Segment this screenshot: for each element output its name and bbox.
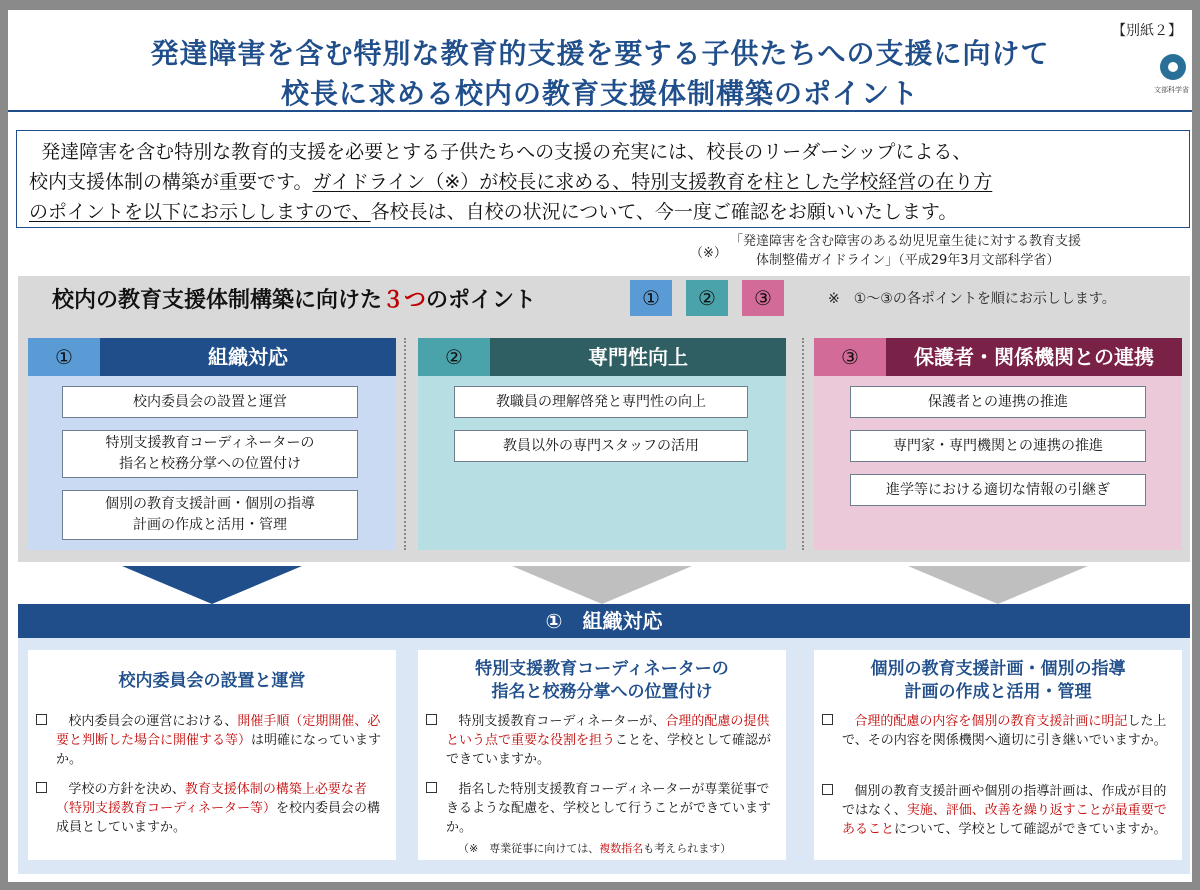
intro-line-2: 校内支援体制の構築が重要です。ガイドライン（※）が校長に求める、特別支援教育を柱とした学校経営の在り方 bbox=[29, 171, 993, 193]
point-label: 組織対応 bbox=[100, 338, 396, 376]
column-divider bbox=[802, 338, 804, 550]
checkbox-icon bbox=[426, 782, 437, 793]
checkbox-icon bbox=[36, 714, 47, 725]
checklist-item: 指名した特別支援教育コーディネーターが専業従事できるような配慮を、学校として行うことができていますか。 bbox=[426, 780, 780, 837]
detail-card bbox=[28, 650, 396, 860]
intro-box bbox=[16, 130, 1190, 228]
checkbox-icon bbox=[822, 714, 833, 725]
point-chip-2: ② bbox=[686, 280, 728, 316]
point-column-organization bbox=[28, 338, 396, 550]
point-item: 個別の教育支援計画・個別の指導 計画の作成と活用・管理 bbox=[62, 490, 358, 540]
detail-card bbox=[418, 650, 786, 860]
arrow-down-icon bbox=[122, 566, 302, 604]
intro-underlined-2: のポイントを以下にお示ししますので、 bbox=[29, 201, 371, 223]
checklist-item: 校内委員会の運営における、開催手順（定期開催、必要と判断した場合に開催する等）は明確になっていますか。 bbox=[36, 712, 390, 769]
point-chip-1: ① bbox=[630, 280, 672, 316]
point-column-expertise bbox=[418, 338, 786, 550]
intro-underlined-1: ガイドライン（※）が校長に求める、特別支援教育を柱とした学校経営の在り方 bbox=[312, 171, 993, 193]
point-number: ② bbox=[418, 338, 490, 376]
point-label: 保護者・関係機関との連携 bbox=[886, 338, 1182, 376]
checklist-item: 学校の方針を決め、教育支援体制の構築上必要な者（特別支援教育コーディネーター等）を校内委員会の構成員としていますか。 bbox=[36, 780, 390, 837]
point-number: ③ bbox=[814, 338, 886, 376]
checklist-item: 個別の教育支援計画や個別の指導計画は、作成が目的ではなく、実施、評価、改善を繰り返すことが最重要であることについて、学校として確認ができていますか。 bbox=[822, 782, 1176, 839]
three-points-note: ※ ①～③の各ポイントを順にお示しします。 bbox=[828, 291, 1116, 307]
point-item: 教員以外の専門スタッフの活用 bbox=[454, 430, 748, 462]
checklist-item: 特別支援教育コーディネーターが、合理的配慮の提供という点で重要な役割を担うことを、学校として確認ができていますか。 bbox=[426, 712, 780, 769]
point-item: 校内委員会の設置と運営 bbox=[62, 386, 358, 418]
point-chip-3: ③ bbox=[742, 280, 784, 316]
checkbox-icon bbox=[426, 714, 437, 725]
column-divider bbox=[404, 338, 406, 550]
three-points-title: 校内の教育支援体制構築に向けた３つのポイント bbox=[52, 288, 537, 313]
checklist-item: 合理的配慮の内容を個別の教育支援計画に明記した上で、その内容を関係機関へ適切に引き継いでいますか。 bbox=[822, 712, 1176, 750]
ministry-logo-icon bbox=[1160, 54, 1186, 80]
card-title: 校内委員会の設置と運営 bbox=[118, 671, 306, 691]
point-label: 専門性向上 bbox=[490, 338, 786, 376]
card-footnote: （※ 専業従事に向けては、複数指名も考えられます） bbox=[458, 842, 732, 855]
ministry-name: 文部科学省 bbox=[1154, 86, 1189, 94]
attachment-label: 【別紙２】 bbox=[1112, 23, 1182, 39]
point-item: 専門家・専門機関との連携の推進 bbox=[850, 430, 1146, 462]
detail-card bbox=[814, 650, 1182, 860]
guideline-note: 「発達障害を含む障害のある幼児児童生徒に対する教育支援 体制整備ガイドライン」（平成29年3月文部科学省） bbox=[730, 234, 1082, 268]
intro-line-1: 発達障害を含む特別な教育的支援を必要とする子供たちへの支援の充実には、校長のリーダーシップによる、 bbox=[41, 141, 972, 163]
card-title: 個別の教育支援計画・個別の指導 計画の作成と活用・管理 bbox=[870, 659, 1126, 702]
checkbox-icon bbox=[36, 782, 47, 793]
point-item: 進学等における適切な情報の引継ぎ bbox=[850, 474, 1146, 506]
point-column-partners bbox=[814, 338, 1182, 550]
point-item: 特別支援教育コーディネーターの 指名と校務分掌への位置付け bbox=[62, 430, 358, 478]
document-page bbox=[8, 10, 1192, 882]
point-item: 保護者との連携の推進 bbox=[850, 386, 1146, 418]
point-item: 教職員の理解啓発と専門性の向上 bbox=[454, 386, 748, 418]
arrow-down-icon bbox=[512, 566, 692, 604]
arrow-down-icon bbox=[908, 566, 1088, 604]
detail-heading: ① 組織対応 bbox=[18, 604, 1190, 638]
guideline-note-mark: （※） bbox=[690, 246, 727, 261]
title-line-2: 校長に求める校内の教育支援体制構築のポイント bbox=[280, 77, 919, 110]
title-divider bbox=[8, 110, 1192, 112]
point-number: ① bbox=[28, 338, 100, 376]
card-title: 特別支援教育コーディネーターの 指名と校務分掌への位置付け bbox=[475, 659, 729, 702]
checkbox-icon bbox=[822, 784, 833, 795]
intro-line-3: のポイントを以下にお示ししますので、各校長は、自校の状況について、今一度ご確認をお願いいたします。 bbox=[29, 201, 958, 223]
title-line-1: 発達障害を含む特別な教育的支援を要する子供たちへの支援に向けて bbox=[150, 37, 1050, 70]
